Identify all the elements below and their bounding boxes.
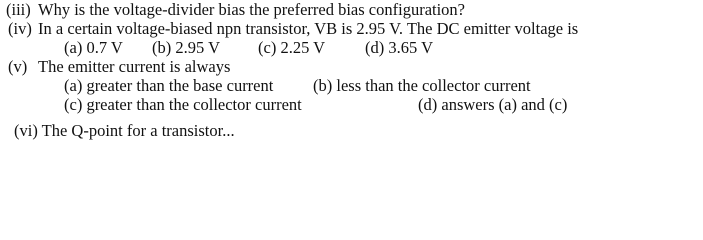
option-iv-d: (d) 3.65 V (365, 38, 433, 57)
option-iv-b: (b) 2.95 V (152, 38, 220, 57)
option-iv-c: (c) 2.25 V (258, 38, 326, 57)
option-v-a: (a) greater than the base current (64, 76, 274, 95)
question-iv-number: (iv) (8, 19, 32, 38)
question-iv-text: In a certain voltage-biased npn transistor, VB is 2.95 V. The DC emitter voltage is (38, 19, 579, 38)
question-v-text: The emitter current is always (38, 57, 231, 76)
cut-off-line-text: (vi) The Q-point for a transistor... (14, 121, 235, 140)
cut-off-line (14, 121, 344, 140)
question-iii-text: Why is the voltage-divider bias the preferred bias configuration? (38, 0, 466, 19)
option-v-d: (d) answers (a) and (c) (418, 95, 568, 114)
question-iii-number: (iii) (6, 0, 31, 19)
question-v-number: (v) (8, 57, 28, 76)
option-v-b: (b) less than the collector current (313, 76, 531, 95)
option-iv-a: (a) 0.7 V (64, 38, 123, 57)
option-v-c: (c) greater than the collector current (64, 95, 302, 114)
